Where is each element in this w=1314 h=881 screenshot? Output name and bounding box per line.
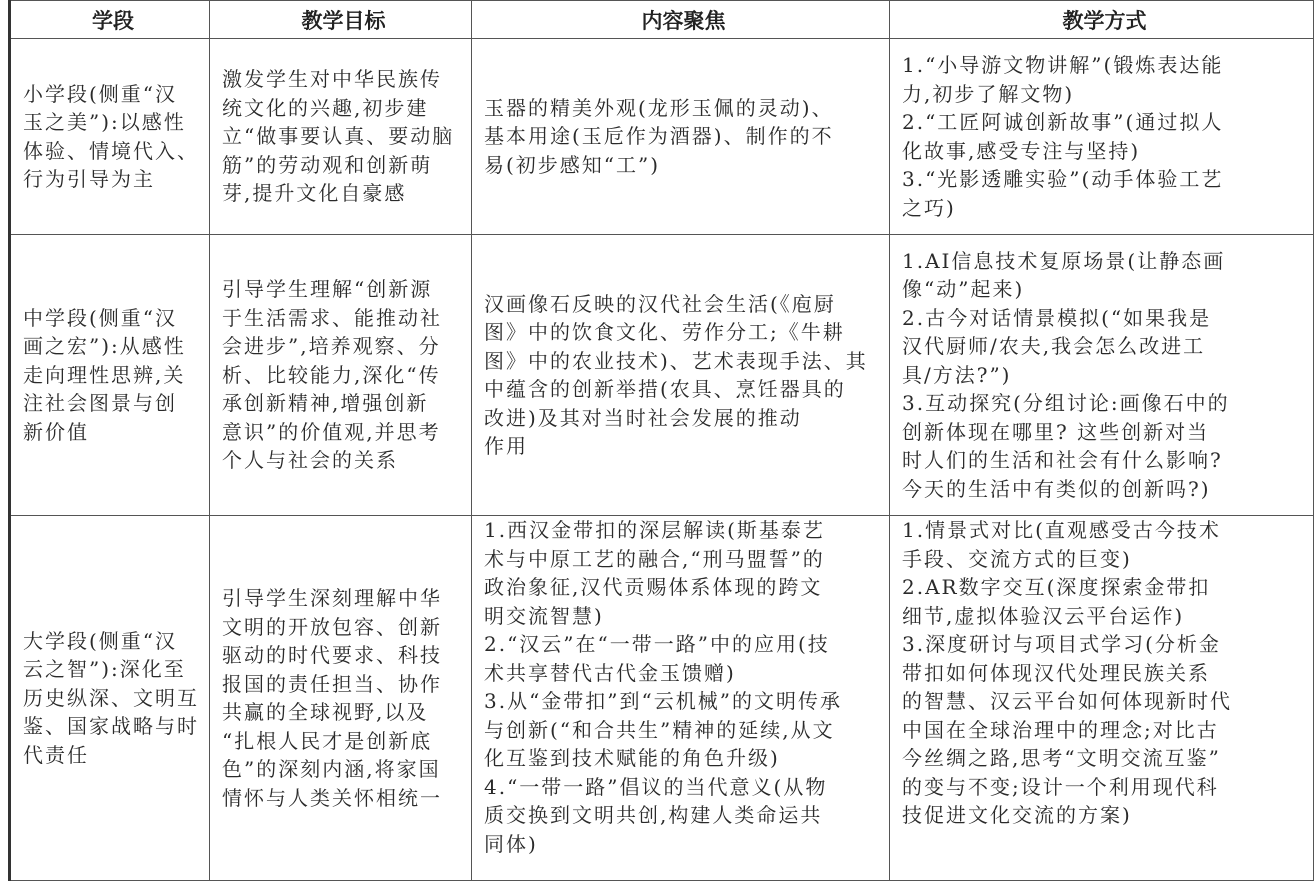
cell-text-line: 1.情景式对比(直观感受古今技术 [902, 518, 1221, 542]
table-row [10, 39, 1314, 235]
cell-text-line: 芽,提升文化自豪感 [222, 181, 407, 206]
cell-text-line: 2.AR数字交互(深度探索金带扣 [902, 575, 1211, 599]
cell-text-line: 文明的开放包容、创新 [222, 614, 442, 639]
cell-text-line: 3.从“金带扣”到“云机械”的文明传承 [484, 689, 842, 713]
cell-text-line: 细节,虚拟体验汉云平台运作) [902, 603, 1185, 628]
teaching-plan-table [8, 0, 1314, 881]
cell-text-line: 同体) [484, 831, 538, 856]
cell-text-line: 鉴、国家战略与时 [23, 714, 199, 739]
cell-text-line: “扎根人民才是创新底 [222, 728, 433, 753]
cell-text-line: 筋”的劳动观和创新萌 [222, 152, 433, 177]
cell-text-line: 行为引导为主 [23, 167, 155, 191]
cell-text-line: 2.古今对话情景模拟(“如果我是 [902, 305, 1212, 330]
cell-method [890, 516, 1314, 881]
header-row [10, 1, 1314, 39]
cell-text-line: 化互鉴到技术赋能的角色升级) [484, 746, 780, 770]
cell-text-line: 的智慧、汉云平台如何体现新时代 [902, 689, 1232, 713]
cell-text-line: 汉代厨师/农夫,我会怎么改进工 [902, 334, 1206, 359]
cell-text-line: 历史纵深、文明互 [23, 685, 199, 710]
cell-text-line: 与创新(“和合共生”精神的延续,从文 [484, 717, 835, 742]
cell-text-line: 个人与社会的关系 [222, 448, 398, 473]
cell-text-line: 4.“一带一路”倡议的当代意义(从物 [484, 774, 828, 799]
cell-stage [10, 39, 210, 235]
cell-text-line: 时人们的生活和社会有什么影响? [902, 448, 1223, 473]
cell-goal [210, 39, 472, 235]
cell-text-line: 1.西汉金带扣的深层解读(斯基泰艺 [484, 518, 825, 542]
cell-text-line: 创新体现在哪里? 这些创新对当 [902, 419, 1210, 444]
cell-text-line: 共赢的全球视野,以及 [222, 700, 429, 724]
cell-text-line: 1.“小导游文物讲解”(锻炼表达能 [902, 53, 1224, 77]
cell-text-line: 引导学生理解“创新源 [222, 277, 433, 302]
cell-text-line: 汉画像石反映的汉代社会生活(《庖厨 [484, 291, 836, 316]
cell-text-line: 统文化的兴趣,初步建 [222, 95, 429, 120]
cell-text-line: 注社会图景与创 [23, 391, 177, 416]
cell-text-line: 驱动的时代要求、科技 [222, 643, 442, 667]
cell-text-line: 今天的生活中有类似的创新吗?) [902, 476, 1211, 501]
cell-text-line: 体验、情境代入、 [23, 138, 199, 163]
cell-text-line: 激发学生对中华民族传 [222, 67, 442, 92]
cell-text-line: 3.“光影透雕实验”(动手体验工艺 [902, 167, 1224, 191]
cell-text-line: 玉之美”):以感性 [23, 110, 186, 134]
cell-text-line: 立“做事要认真、要动脑 [222, 124, 455, 149]
cell-text-line: 中学段(侧重“汉 [23, 305, 178, 330]
header-method: 教学方式 [890, 1, 1314, 39]
cell-text-line: 2.“工匠阿诚创新故事”(通过拟人 [902, 110, 1224, 134]
cell-text-line: 技促进文化交流的方案) [902, 803, 1132, 827]
cell-text-line: 手段、交流方式的巨变) [902, 546, 1132, 571]
cell-text-line: 图》中的饮食文化、劳作分工;《牛耕 [484, 320, 845, 344]
cell-text-line: 3.深度研讨与项目式学习(分析金 [902, 632, 1221, 656]
table-row [10, 235, 1314, 516]
cell-text-line: 改进)及其对当时社会发展的推动 [484, 405, 802, 430]
header-stage: 学段 [10, 1, 210, 39]
cell-text-line: 承创新精神,增强创新 [222, 391, 429, 416]
cell-text-line: 质交换到文明共创,构建人类命运共 [484, 803, 823, 827]
cell-stage [10, 235, 210, 516]
cell-stage [10, 516, 210, 881]
cell-text-line: 会进步”,培养观察、分 [222, 334, 441, 359]
cell-text-line: 具/方法?”) [902, 362, 1012, 387]
cell-text-line: 于生活需求、能推动社 [222, 305, 442, 330]
cell-focus [472, 235, 890, 516]
cell-text-line: 中国在全球治理中的理念;对比古 [902, 717, 1219, 742]
cell-method [890, 39, 1314, 235]
cell-text-line: 引导学生深刻理解中华 [222, 586, 442, 610]
cell-text-line: 今丝绸之路,思考“文明交流互鉴” [902, 746, 1221, 770]
cell-text-line: 走向理性思辨,关 [23, 362, 186, 387]
cell-text-line: 力,初步了解文物) [902, 81, 1075, 106]
cell-text-line: 化故事,感受专注与坚持) [902, 138, 1141, 163]
cell-text-line: 作用 [484, 434, 528, 458]
cell-text-line: 玉器的精美外观(龙形玉佩的灵动)、 [484, 95, 834, 120]
header-goal: 教学目标 [210, 1, 472, 39]
cell-text-line: 报国的责任担当、协作 [222, 671, 442, 696]
cell-text-line: 画之宏”):从感性 [23, 334, 186, 359]
cell-text-line: 新价值 [23, 419, 89, 444]
cell-text-line: 之巧) [902, 195, 956, 220]
cell-text-line: 析、比较能力,深化“传 [222, 362, 441, 387]
cell-text-line: 明交流智慧) [484, 603, 604, 628]
cell-text-line: 3.互动探究(分组讨论:画像石中的 [902, 391, 1230, 416]
cell-focus [472, 39, 890, 235]
cell-text-line: 像“动”起来) [902, 277, 1025, 302]
cell-text-line: 术与中原工艺的融合,“刑马盟誓”的 [484, 546, 825, 571]
header-focus: 内容聚焦 [472, 1, 890, 39]
cell-text-line: 云之智”):深化至 [23, 657, 186, 682]
cell-text-line: 基本用途(玉卮作为酒器)、制作的不 [484, 124, 834, 149]
cell-focus [472, 516, 890, 881]
cell-text-line: 的变与不变;设计一个利用现代科 [902, 774, 1219, 799]
cell-text-line: 中蕴含的创新举措(农具、烹饪器具的 [484, 377, 846, 401]
cell-goal [210, 235, 472, 516]
cell-text-line: 情怀与人类关怀相统一 [222, 785, 442, 810]
cell-goal [210, 516, 472, 881]
cell-text-line: 2.“汉云”在“一带一路”中的应用(技 [484, 632, 830, 656]
cell-text-line: 代责任 [23, 742, 89, 767]
cell-text-line: 1.AI信息技术复原场景(让静态画 [902, 248, 1226, 273]
cell-text-line: 意识”的价值观,并思考 [222, 419, 441, 444]
cell-text-line: 大学段(侧重“汉 [23, 628, 178, 653]
cell-text-line: 图》中的农业技术)、艺术表现手法、其 [484, 348, 868, 373]
cell-text-line: 易(初步感知“工”) [484, 152, 661, 177]
cell-text-line: 小学段(侧重“汉 [23, 81, 178, 106]
cell-text-line: 术共享替代古代金玉馈赠) [484, 660, 736, 685]
table-row [10, 516, 1314, 881]
cell-text-line: 政治象征,汉代贡赐体系体现的跨文 [484, 575, 823, 599]
cell-method [890, 235, 1314, 516]
cell-text-line: 色”的深刻内涵,将家国 [222, 757, 441, 781]
cell-text-line: 带扣如何体现汉代处理民族关系 [902, 660, 1210, 685]
